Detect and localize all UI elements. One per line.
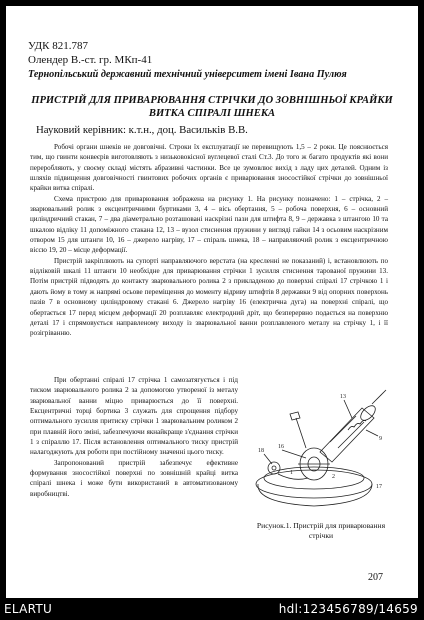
svg-text:17: 17: [376, 484, 382, 490]
paragraph-rotation: При обертанні спіралі 17 стрічка 1 самозатягується і під тиском зварювального ролика 2 за допомогою утвореної із металу зварювальної ванни міцно приварюється до її поверхні. Ексцентричні торці бортика 3 служать для спрощення підбору оптимального зусилля притиску стрічки 1 зварювальним роликом 2 при плавній його зміні, забезпечуючи якнайкраще з'єднання стрічки 1 з спіраллю 17. Після встановлення оптимального тиску пристрій налагоджують для роботи при постійному значенні цього тиску.: [30, 376, 238, 457]
author-line: Олендер В.-ст. гр. МКп-41: [28, 54, 153, 66]
university-name: Тернопільський державний технічний університет імені Івана Пулюя: [28, 69, 347, 80]
page-number: 207: [368, 572, 383, 583]
body-text-column: [30, 375, 238, 499]
handle-identifier: hdl:123456789/14659: [278, 602, 418, 616]
paragraph-procedure: Пристрій закріплюють на супорті направляючого верстата (на кресленні не показаний) і, встановлюють по відліковій шкалі 11 штанги 10 необхідне для приварювання стрічки 1 зусилля стиснення тарованої пружини 13. Потім пристрій підводять до контакту зварювального ролика 2 з прикладеною до поверхні спіралі 17 стрічкою 1 і дають йому в тому ж напрямі осьове переміщення до моменту відриву штифтів 8 державки 9 від опорних поверхонь пазів 7 в основному циліндровому стакані 6. Джерело нагріву 16 (електрична дуга) на поверхні спіралі, що обертається 17 перед місцем деформації 20 розплавляє електродний дріт, що безперервно подається на поверхню деталі 17 і спрямовується направленому виходу із зварювальної ванни розплавленого металу на стрічку 1, і її розігріванню.: [30, 256, 388, 338]
svg-text:9: 9: [379, 436, 382, 442]
figure-caption: Рисунок.1. Пристрій для приварювання стрічки: [256, 521, 386, 540]
paragraph-intro: Робочі органи шнеків не довговічні. Строки їх експлуатації не перевищують 1,5 – 2 роки. Це пояснюється тим, що гвинти конвеєрів виготовляють з низьковокісної вуглецевої сталі Ст.3. До того ж багато продуктів які вони переробляють, у своєму складі містять абразивні частинки. Все це зумовлює вихід з ладу цих деталей. Одним із шляхів підвищення довговічності гвинтових робочих органів є приварювання зносостійкої стрічки до зовнішньої крайки витка спіралі.: [30, 143, 388, 193]
body-text-full-width: [30, 142, 388, 339]
svg-text:18: 18: [258, 448, 264, 454]
svg-text:13: 13: [340, 394, 346, 400]
paper-title: ПРИСТРІЙ ДЛЯ ПРИВАРЮВАННЯ СТРІЧКИ ДО ЗОВНІШНЬОЇ КРАЙКИ ВИТКА СПІРАЛІ ШНЕКА: [31, 95, 393, 119]
paragraph-conclusion: Запропонований пристрій забезпечує ефективне формування зносостійкої поверхні по зовнішній крайці витка спіралі шнека і може бути використаний в автоматизованому виробництві.: [30, 458, 238, 498]
svg-text:2: 2: [332, 474, 335, 480]
device-drawing-figure: [248, 378, 394, 518]
paragraph-scheme: Схема пристрою для приварювання зображена на рисунку 1. На рисунку позначено: 1 – стрічка, 2 – зварювальний ролик з ексцентричними буртиками 3, 4 – вісь обертання, 5 – робоча поверхня, 6 – основний циліндричний стакан, 7 – два діаметрально розташовані наскрізні пази для штифта 8, 9 – державка з штангою 10 та шкалою відліку 11 допоміжного стакана 12, 13 – вузол стиснення пружини у вигляді гайки 14 з осьовим наскрізним отвором 15 для штанги 10, 16 – джерело нагріву, 17 – спіраль шнека, 18 – направляючий ролик з ексцентричною віссю 19, 20 – місце деформації.: [30, 194, 388, 255]
svg-text:16: 16: [278, 444, 284, 450]
udk-code: УДК 821.787: [28, 40, 89, 52]
document-page: [6, 6, 418, 598]
svg-text:1: 1: [290, 470, 293, 476]
repository-label: ELARTU: [4, 602, 53, 616]
supervisor-line: Науковий керівник: к.т.н., доц. Васильків В.В.: [36, 124, 248, 136]
